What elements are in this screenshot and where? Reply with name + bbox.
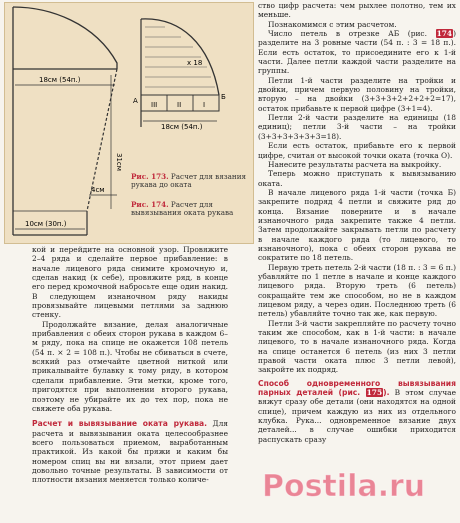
right-paragraph-10: Петли 3-й части закрепляйте по расчету точно таким же способом, как в 1-й части: в начале лицевого, то в начале изнаночного ряда. Когда на спице останется 6 петель (из них 3 петли правой части оката плюс 3 петли левой), закройте их подряд. bbox=[258, 318, 456, 375]
cap-step-marks bbox=[145, 27, 215, 87]
right-paragraph-1: Познакомимся с этим расчетом. bbox=[268, 19, 397, 29]
cap-label-A: А bbox=[133, 97, 138, 105]
right-p2-start: Число петель в отрезке АБ (рис. bbox=[268, 29, 436, 39]
caption-fig-174 bbox=[131, 201, 249, 217]
caption-fig-173 bbox=[131, 173, 249, 189]
right-paragraph-8: В начале лицевого ряда 1-й части (точка Б) закрепите подряд 4 петли и свяжите ряд до конца. Вязание поверните и в начале изнаночного ряда закрепите также 4 петли. Затем продолжайте закрывать петли по расчету в начале каждого ряда (то лицевого, то изнаночного), пока с обеих сторон рукава не сократите по 18 петель. bbox=[258, 187, 456, 263]
watermark-text: Postila.ru bbox=[262, 469, 426, 504]
figure-ref-174: 174 bbox=[436, 29, 453, 39]
left-column bbox=[32, 245, 228, 485]
right-paragraph-3: Петли 1-й части разделите на тройки и двойки, причем первую половину на тройки, вторую – на двойки (3+3+3+2+2+2+2=17), остаток прибавьте к первой цифре (3+1=4). bbox=[258, 75, 456, 113]
right-column bbox=[258, 1, 456, 444]
section-heading-pairs: Способ одновременного вывязывания парных деталей (рис. bbox=[258, 378, 456, 398]
section-heading-cap: Расчет и вывязывание оката рукава. bbox=[32, 419, 208, 429]
caption-173-text: Расчет для вязания рукава до оката bbox=[131, 172, 247, 190]
right-paragraph-7: Теперь можно приступать к вывязыванию оката. bbox=[258, 169, 456, 188]
sleeve-cap-curve bbox=[13, 7, 117, 69]
left-paragraph-3-text: Для расчета и вывязывания оката целесообразнее всего пользоваться приемом, выработанным практикой. Из какой бы пряжи и каким бы номером спиц вы ни вязали, этот прием дает довольно точные результаты. В зависимости от плотности вязания меняется только количе- bbox=[32, 419, 228, 485]
cap-dim-label: 18см (54п.) bbox=[161, 123, 203, 131]
dim-label-cuff: 10см (30п.) bbox=[25, 220, 67, 228]
right-paragraph-9: Первую треть петель 2-й части (18 п. : 3 = 6 п.) убавляйте по 1 петле в начале и конце каждого лицевого ряда. Вторую треть (6 петель) сокращайте тем же способом, но не в каждом лицевом ряду, а через один. Последнюю треть (6 петель) убавляйте точно так же, как первую. bbox=[258, 262, 456, 319]
left-paragraph-3 bbox=[32, 419, 228, 484]
dim-label-height: 31см bbox=[115, 153, 123, 172]
right-p2-end: ) разделите на 3 ровные части (54 п. : 3 = 18 п.). Если есть остаток, то присоедините его к 1-й части. Далее петли каждой части разделите на группы. bbox=[258, 29, 456, 76]
cap-label-III: III bbox=[151, 101, 158, 109]
right-paragraph-5: Если есть остаток, прибавьте его к первой цифре, считая от высокой точки оката (точка О). bbox=[258, 141, 456, 160]
cap-label-II: II bbox=[177, 101, 182, 109]
left-paragraph-2: Продолжайте вязание, делая аналогичные прибавления с обеих сторон рукава в каждом 6–м ряду, пока на спице не окажется 108 петель (54 п. × 2 = 108 п.). Чтобы не сбиваться в счете, всякий раз отмечайте цветной ниткой или прикалывайте булавку к тому ряду, в котором сделали прибавление. Эти метки, кроме того, пригодятся при выполнении второго рукава, поэтому не убирайте их до тех пор, пока не свяжете оба рукава. bbox=[32, 319, 228, 413]
dim-label-taper: 4см bbox=[91, 186, 105, 194]
right-paragraph-11 bbox=[258, 379, 456, 444]
postila-watermark bbox=[258, 452, 458, 516]
section-heading-pairs-end: ). bbox=[383, 388, 390, 398]
dim-label-width: 18см (54п.) bbox=[39, 76, 81, 84]
caption-174-text: Расчет для вывязывания оката рукава bbox=[131, 200, 234, 218]
right-paragraph-4: Петли 2-й части разделите на единицы (18 единиц); петли 3-й части – на тройки (3+3+3+3+3+3=18). bbox=[258, 113, 456, 141]
caption-173-number: Рис. 173. bbox=[131, 172, 169, 181]
cap-label-I: I bbox=[203, 101, 206, 109]
figure-panel bbox=[4, 2, 254, 244]
caption-174-number: Рис. 174. bbox=[131, 200, 169, 209]
right-paragraph-11-text: В этом случае вяжут сразу обе детали (они находятся на одной спице), причем каждую из них из отдельного клубка. Рука... одновременное вязание двух деталей... в случае ошибки приходится распускать сразу bbox=[258, 388, 456, 444]
figure-ref-175: 175 bbox=[366, 388, 383, 398]
left-paragraph-1: кой и перейдите на основной узор. Провяжите 2–4 ряда и сделайте первое прибавление: в начале лицевого ряда снимите кромочную и, сделав накид (к себе), провяжите ряд, в конце его перед кромочной набросьте еще один накид. В следующем изнаночном ряду накиды провязывайте лицевыми петлями за заднюю стенку. bbox=[32, 245, 228, 320]
right-paragraph-0: ство цифр расчета: чем рыхлее полотно, тем их меньше. bbox=[258, 1, 456, 20]
cap-label-B: Б bbox=[221, 93, 226, 101]
right-paragraph-2 bbox=[258, 29, 456, 76]
right-paragraph-6: Нанесите результаты расчета на выкройку. bbox=[268, 159, 442, 169]
cap-label-x18: x 18 bbox=[187, 59, 203, 67]
